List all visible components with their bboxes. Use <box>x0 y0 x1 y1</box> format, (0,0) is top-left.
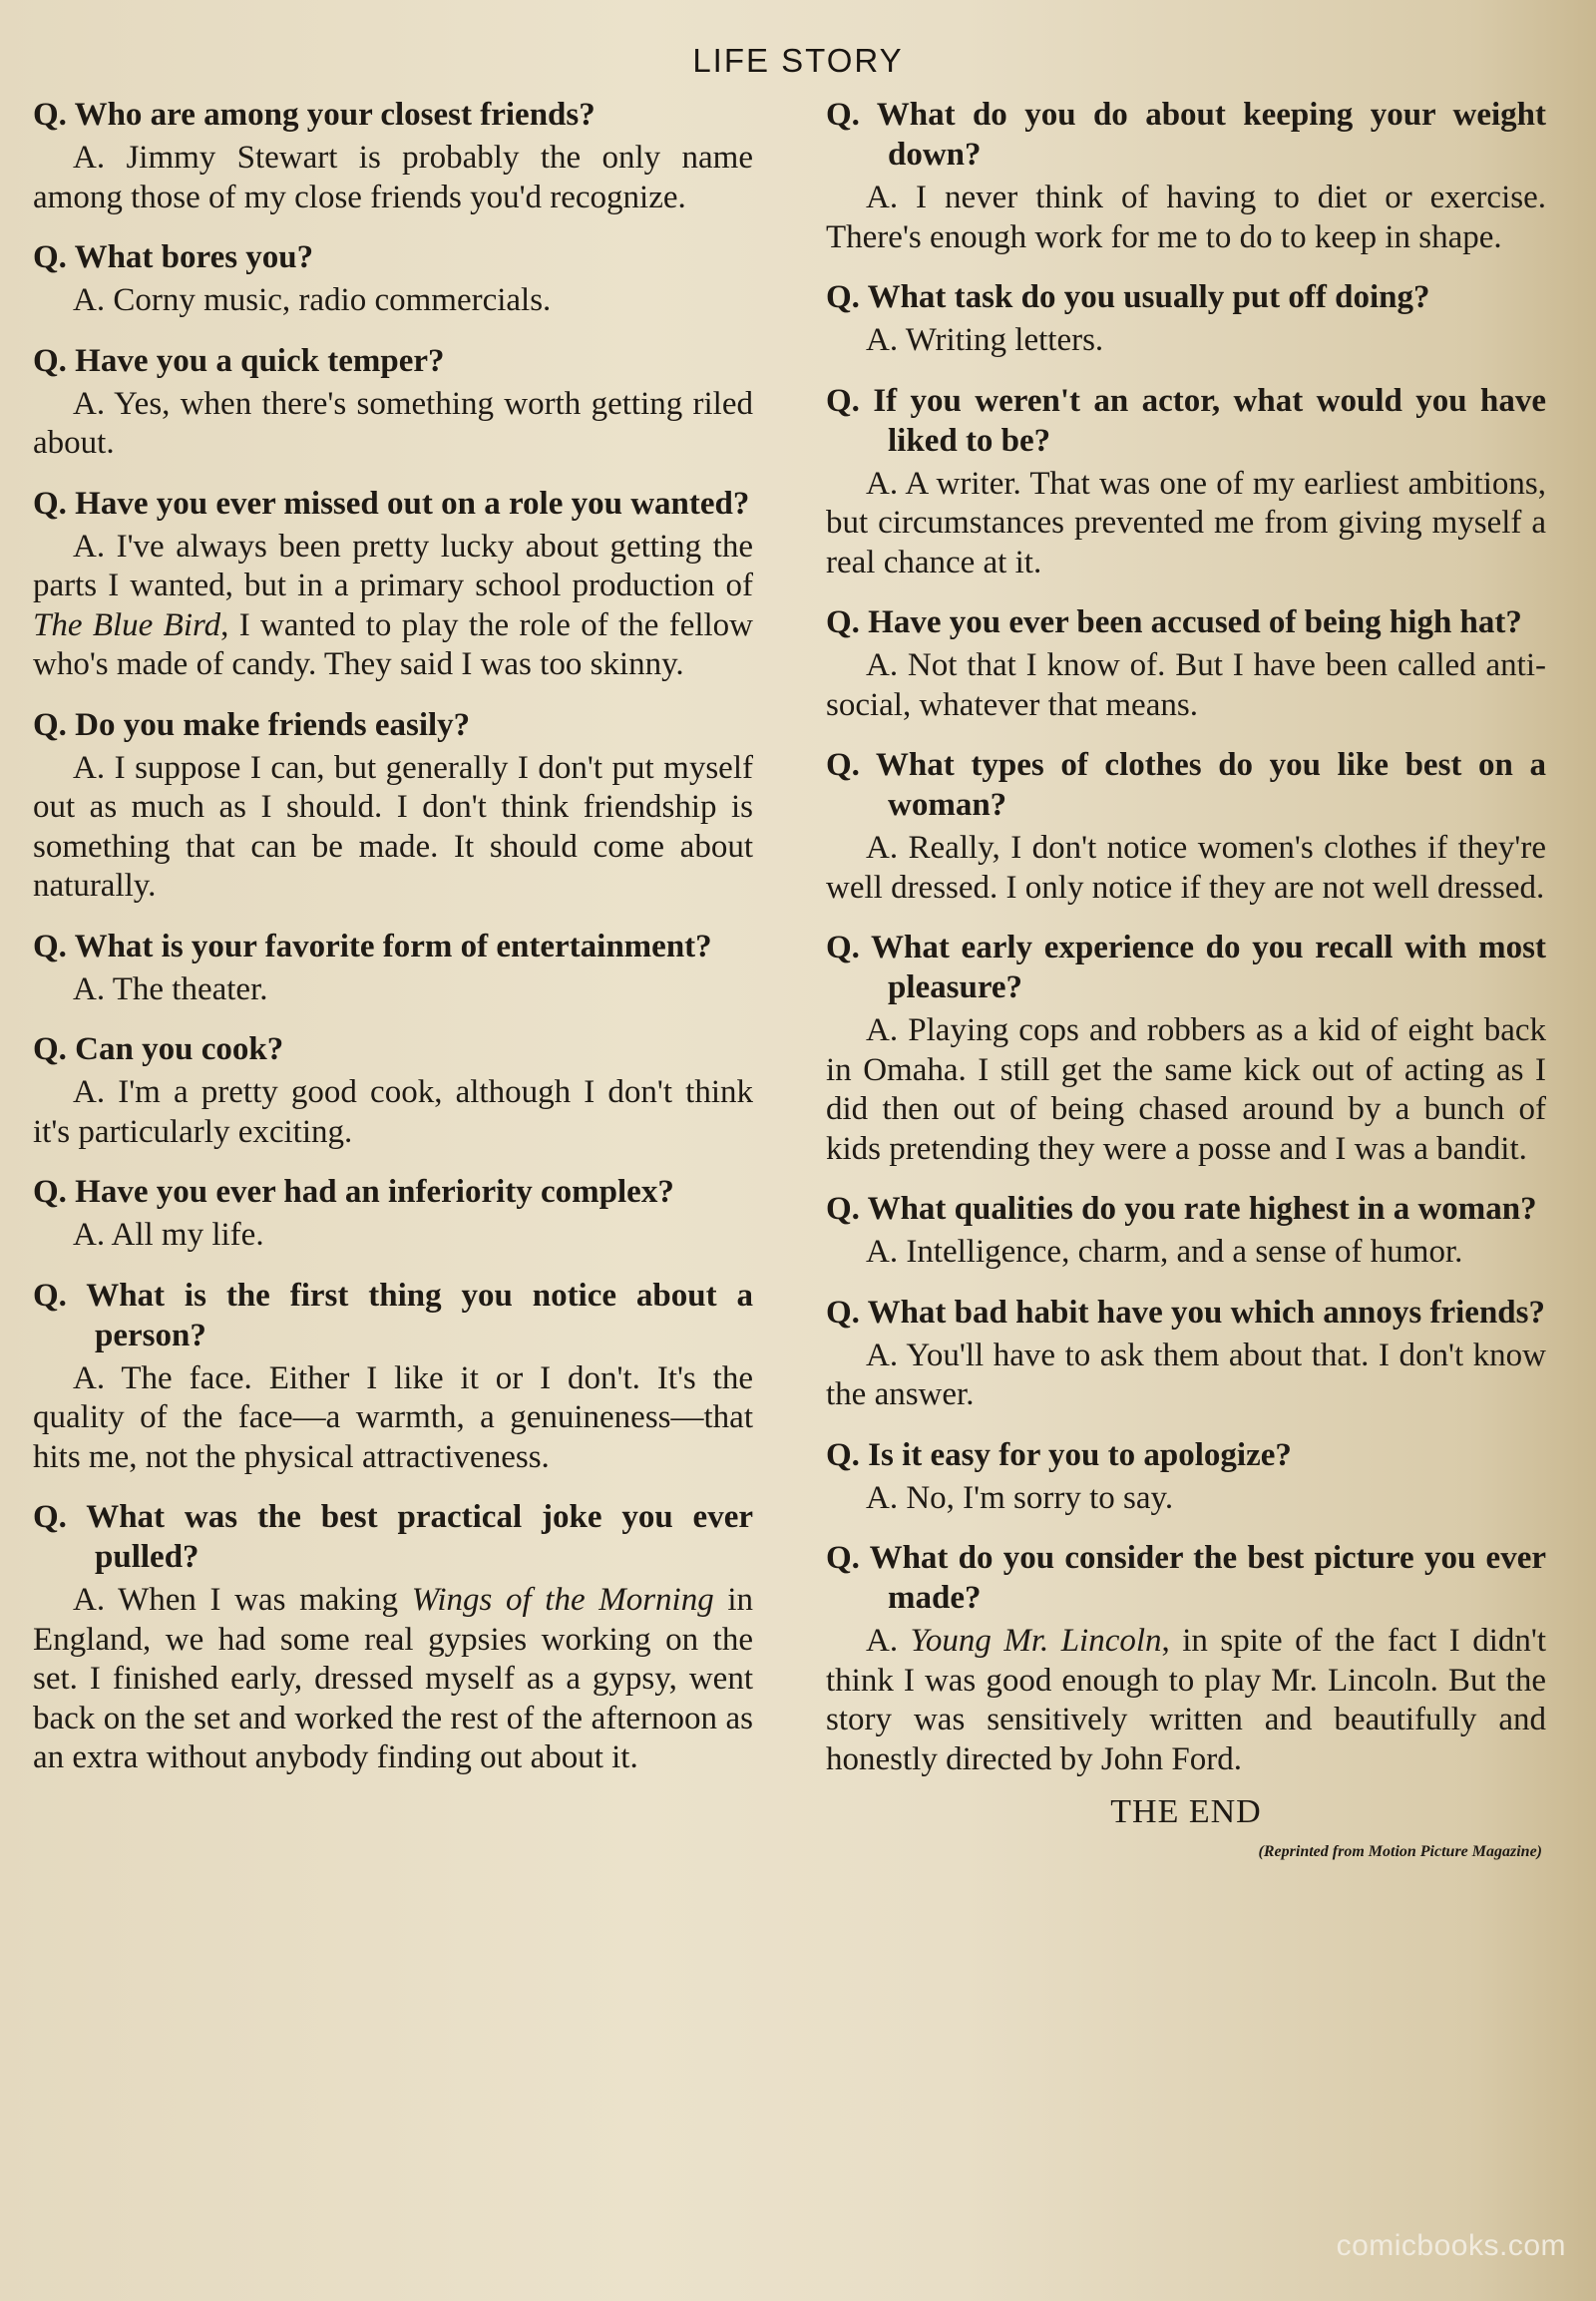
qa-item <box>33 237 753 321</box>
answer: A. Corny music, radio commercials. <box>73 282 552 318</box>
answer: A. Writing letters. <box>866 322 1104 358</box>
qa-item <box>826 1293 1546 1415</box>
qa-item <box>826 745 1546 908</box>
question: Q. Who are among your closest friends? <box>33 97 596 133</box>
question: Q. Have you ever had an inferiority complex? <box>33 1174 674 1210</box>
answer: A. I'm a pretty good cook, although I don't think it's particularly exciting. <box>33 1074 753 1150</box>
answer: A. The face. Either I like it or I don't. It's the quality of the face—a warmth, a genuineness—that hits me, not the physical attractiveness. <box>33 1359 753 1475</box>
qa-item <box>826 381 1546 583</box>
answer: A. You'll have to ask them about that. I don't know the answer. <box>826 1337 1546 1412</box>
question: Q. If you weren't an actor, what would you have liked to be? <box>826 382 1546 459</box>
question: Q. What is your favorite form of entertainment? <box>33 928 712 964</box>
question: Q. Can you cook? <box>33 1031 284 1067</box>
film-title: Young Mr. Lincoln <box>910 1623 1162 1659</box>
qa-item <box>33 1029 753 1152</box>
question: Q. What do you consider the best picture you ever made? <box>826 1540 1546 1616</box>
question: Q. What was the best practical joke you ever pulled? <box>33 1499 753 1575</box>
question: Q. Is it easy for you to apologize? <box>826 1436 1292 1473</box>
question: Q. Do you make friends easily? <box>33 706 471 743</box>
qa-item <box>826 95 1546 257</box>
question: Q. What task do you usually put off doing? <box>826 279 1430 315</box>
qa-item <box>33 341 753 464</box>
answer: A. All my life. <box>73 1217 264 1253</box>
answer: A. When I was making Wings of the Morning in England, we had some real gypsies working on the set. I finished early, dressed myself as a gypsy, went back on the set and worked the rest of the afternoon as an extra without anybody finding out about it. <box>33 1582 754 1775</box>
answer: A. Not that I know of. But I have been called anti-social, whatever that means. <box>826 647 1546 723</box>
qa-item <box>33 1276 753 1478</box>
question: Q. What bores you? <box>33 239 314 275</box>
qa-item <box>33 1172 753 1256</box>
answer: A. I suppose I can, but generally I don't put myself out as much as I should. I don't think friendship is something that can be made. It should come about naturally. <box>33 749 753 904</box>
qa-item <box>33 927 753 1010</box>
answer: A. Playing cops and robbers as a kid of eight back in Omaha. I still get the same kick out of acting as I did then out of being chased around by a bunch of kids pretending they were a posse and I was a bandit. <box>826 1012 1546 1167</box>
question: Q. Have you ever missed out on a role you wanted? <box>33 485 750 522</box>
page-header: LIFE STORY <box>692 42 904 79</box>
qa-item <box>33 1497 753 1778</box>
question: Q. What qualities do you rate highest in a woman? <box>826 1191 1537 1227</box>
reprint-credit: (Reprinted from Motion Picture Magazine) <box>1258 1843 1542 1860</box>
qa-item <box>826 1435 1546 1519</box>
answer: A. Young Mr. Lincoln, in spite of the fact I didn't think I was good enough to play Mr. Lincoln. But the story was sensitively written and beautifully and honestly directed by John Ford. <box>826 1623 1546 1777</box>
answer: A. Really, I don't notice women's clothes if they're well dressed. I only notice if they are not well dressed. <box>826 830 1546 906</box>
answer: A. I never think of having to diet or exercise. There's enough work for me to do to keep in shape. <box>826 180 1546 255</box>
qa-item <box>33 95 753 217</box>
question: Q. What types of clothes do you like best on a woman? <box>826 747 1546 823</box>
qa-item <box>826 1538 1546 1779</box>
question: Q. What do you do about keeping your weight down? <box>826 97 1546 173</box>
right-column <box>826 95 1546 1861</box>
left-column <box>33 95 753 1798</box>
film-title: The Blue Bird <box>33 606 221 643</box>
qa-item <box>826 602 1546 725</box>
answer: A. Yes, when there's something worth getting riled about. <box>33 385 753 461</box>
question: Q. What early experience do you recall with most pleasure? <box>826 930 1546 1005</box>
answer: A. The theater. <box>73 970 268 1007</box>
question: Q. What is the first thing you notice about a person? <box>33 1277 753 1353</box>
film-title: Wings of the Morning <box>411 1582 714 1618</box>
answer: A. No, I'm sorry to say. <box>866 1479 1174 1516</box>
the-end-label: THE END <box>1110 1793 1262 1830</box>
answer: A. Intelligence, charm, and a sense of humor. <box>866 1234 1463 1270</box>
qa-item <box>826 928 1546 1169</box>
qa-item <box>33 705 753 907</box>
qa-item <box>826 277 1546 361</box>
site-watermark: comicbooks.com <box>1336 2229 1566 2262</box>
question: Q. Have you a quick temper? <box>33 342 445 379</box>
question: Q. Have you ever been accused of being high hat? <box>826 604 1522 640</box>
qa-item <box>826 1189 1546 1273</box>
answer: A. I've always been pretty lucky about getting the parts I wanted, but in a primary school production of The Blue Bird, I wanted to play the role of the fellow who's made of candy. They said I was too skinny. <box>33 528 754 682</box>
qa-item <box>33 484 753 685</box>
answer: A. A writer. That was one of my earliest ambitions, but circumstances prevented me from giving myself a real chance at it. <box>826 465 1546 580</box>
question: Q. What bad habit have you which annoys friends? <box>826 1294 1545 1331</box>
answer: A. Jimmy Stewart is probably the only name among those of my close friends you'd recognize. <box>33 140 753 215</box>
